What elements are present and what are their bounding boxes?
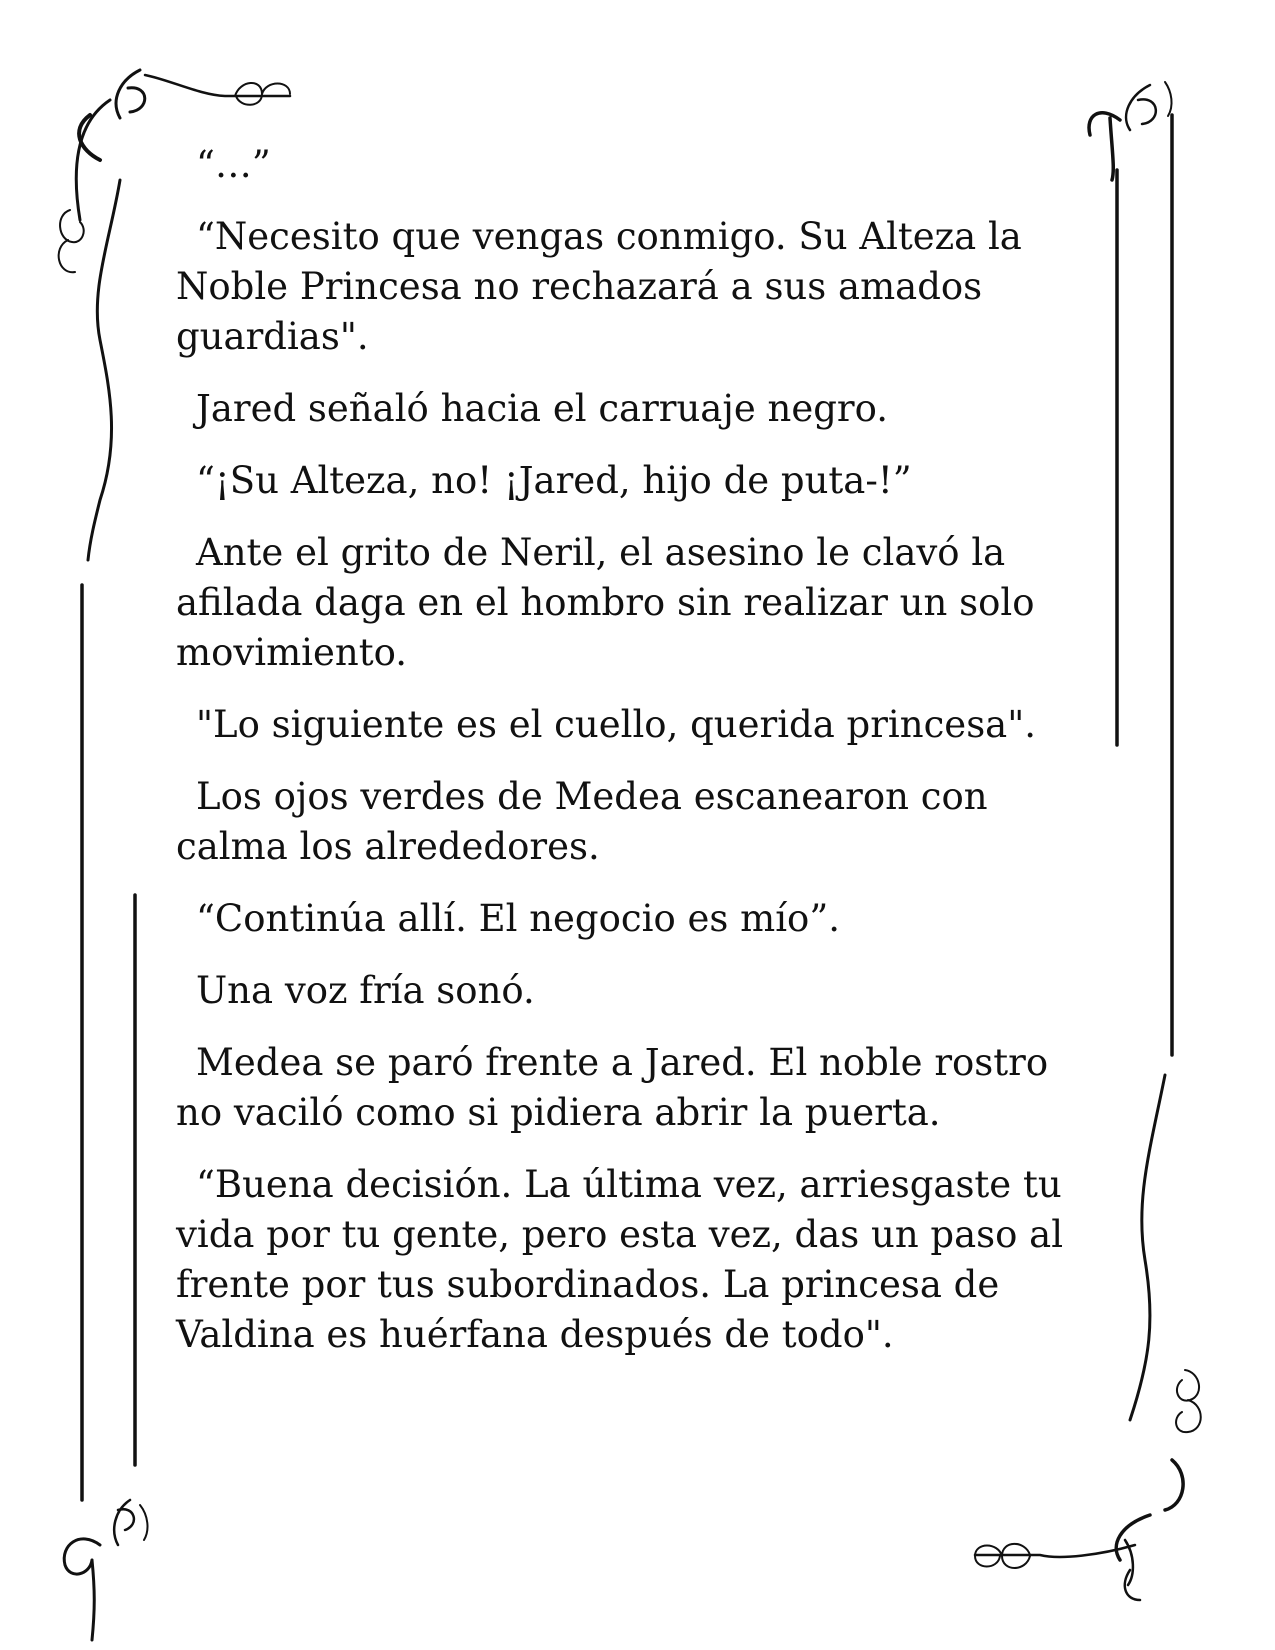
paragraph: “¡Su Alteza, no! ¡Jared, hijo de puta-!” <box>196 459 912 502</box>
paragraph: "Lo siguiente es el cuello, querida princesa". <box>196 703 1037 746</box>
paragraph: Jared señaló hacia el carruaje negro. <box>196 387 888 430</box>
paragraph: Los ojos verdes de Medea escanearon con calma los alrededores. <box>176 775 988 868</box>
paragraph: “Buena decisión. La última vez, arriesgaste tu vida por tu gente, pero esta vez, das un paso al frente por tus subordinados. La princesa de Valdina es huérfana después de todo". <box>176 1163 1064 1356</box>
paragraph: Ante el grito de Neril, el asesino le clavó la afilada daga en el hombro sin realizar un solo movimiento. <box>176 531 1035 674</box>
paragraph: Una voz fría sonó. <box>196 969 535 1012</box>
paragraph: “Necesito que vengas conmigo. Su Alteza la Noble Princesa no rechazará a sus amados guardias". <box>176 215 1022 358</box>
paragraph: Medea se paró frente a Jared. El noble rostro no vaciló como si pidiera abrir la puerta. <box>176 1041 1049 1134</box>
paragraph: “…” <box>196 143 271 186</box>
story-text <box>176 140 1086 1382</box>
paragraph: “Continúa allí. El negocio es mío”. <box>196 897 840 940</box>
